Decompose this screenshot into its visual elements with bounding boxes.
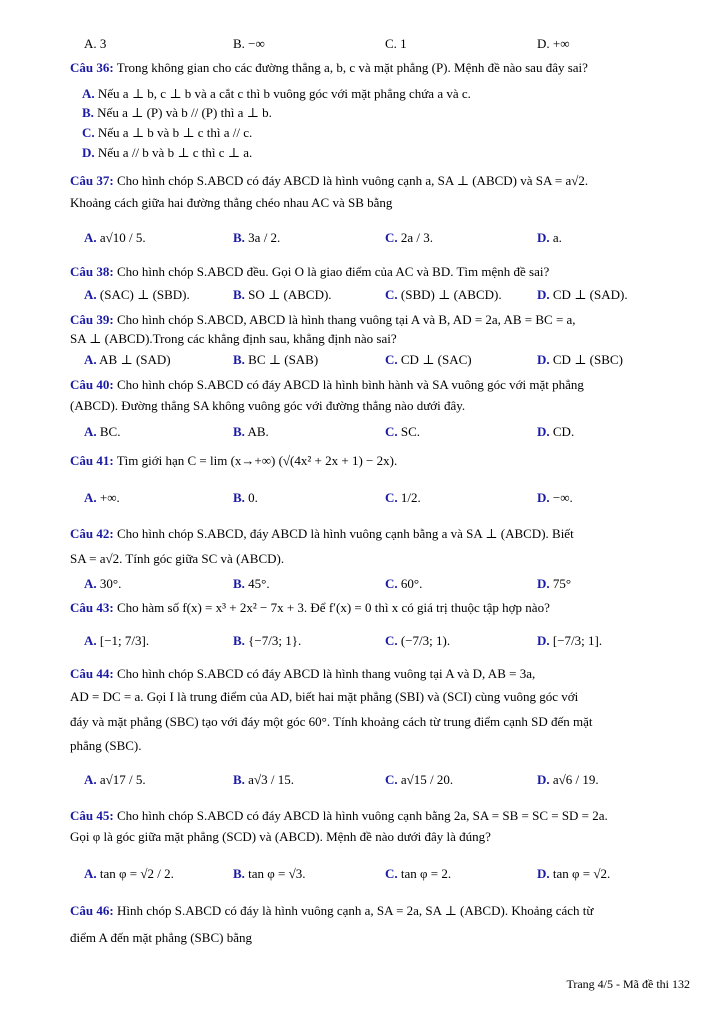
question-38-option-b-label: B. [233,287,245,302]
page-footer: Trang 4/5 - Mã đề thi 132 [566,977,690,991]
question-36-option-a-label: A. [82,86,95,101]
question-37-option-d-label: D. [537,230,550,245]
question-45-option-c[interactable] [385,866,451,882]
question-label: Câu 40: [70,377,114,392]
question-text: Cho hình chóp S.ABCD có đáy ABCD là hình vuông cạnh bằng 2a, SA = SB = SC = SD = 2a. [116,808,608,823]
question-40-option-b[interactable] [233,424,269,440]
question-39-option-b-label: B. [233,352,245,367]
question-41-option-a-text: +∞. [96,490,120,505]
question-41-option-c[interactable] [385,490,421,506]
question-41-option-d[interactable] [537,490,573,506]
question-45-option-b[interactable] [233,866,306,882]
question-42-option-b[interactable] [233,576,270,592]
question-42-option-d[interactable] [537,576,571,592]
question-label: Câu 36: [70,60,114,75]
question-42-stem-line [70,526,688,542]
question-39-option-c-label: C. [385,352,398,367]
question-39-option-b[interactable] [233,352,318,368]
question-39-option-c-text: CD ⊥ (SAC) [397,352,472,367]
question-39-option-d[interactable] [537,352,623,368]
question-36-option-a[interactable] [82,86,471,102]
question-44-option-c-label: C. [385,772,398,787]
question-text: AD = DC = a. Gọi I là trung điểm của AD, biết hai mặt phẳng (SBI) và (SCI) cùng vuông góc với [70,689,579,704]
question-37-option-c-label: C. [385,230,398,245]
question-38-stem-line [70,264,688,280]
question-40-stem-line [70,377,688,393]
question-38-option-d[interactable] [537,287,628,303]
question-label: Câu 43: [70,600,114,615]
top-option-1[interactable]: B. −∞ [233,36,265,51]
question-40-option-d[interactable] [537,424,574,440]
question-42-option-c-text: 60°. [397,576,423,591]
question-45-stem-line [70,808,688,824]
question-37-option-d-text: a. [549,230,562,245]
question-40-option-a-label: A. [84,424,97,439]
question-38-option-c-label: C. [385,287,398,302]
question-39-stem-line [70,312,688,328]
question-36-option-b-label: B. [82,105,94,120]
question-37-option-b-label: B. [233,230,245,245]
question-39-stem-line [70,331,688,347]
question-45-option-c-text: tan φ = 2. [397,866,452,881]
question-36-option-c[interactable] [82,125,252,141]
question-44-option-c-text: a√15 / 20. [397,772,454,787]
question-41-option-d-label: D. [537,490,550,505]
question-39-option-d-text: CD ⊥ (SBC) [549,352,623,367]
question-45-option-d[interactable] [537,866,610,882]
question-43-option-a[interactable] [84,633,149,649]
top-option-0[interactable]: A. 3 [84,36,107,51]
question-40-option-a-text: BC. [96,424,121,439]
question-39-option-a-label: A. [84,352,97,367]
question-37-option-d[interactable] [537,230,562,246]
question-37-option-a-text: a√10 / 5. [96,230,146,245]
question-text: điểm A đến mặt phẳng (SBC) bằng [70,930,252,945]
question-label: Câu 38: [70,264,114,279]
question-text: Cho hàm số f(x) = x³ + 2x² − 7x + 3. Để f′(x) = 0 thì x có giá trị thuộc tập hợp nào? [116,600,550,615]
question-44-option-d-text: a√6 / 19. [549,772,599,787]
question-43-option-b-label: B. [233,633,245,648]
question-41-option-c-label: C. [385,490,398,505]
question-45-option-d-text: tan φ = √2. [549,866,611,881]
question-40-option-c-label: C. [385,424,398,439]
question-text: Cho hình chóp S.ABCD có đáy ABCD là hình bình hành và SA vuông góc với mặt phẳng [116,377,584,392]
question-40-option-d-label: D. [537,424,550,439]
question-text: (ABCD). Đường thẳng SA không vuông góc với đường thẳng nào dưới đây. [70,398,466,413]
question-text: Cho hình chóp S.ABCD có đáy ABCD là hình thang vuông tại A và D, AB = 3a, [116,666,536,681]
question-41-option-b[interactable] [233,490,258,506]
question-text: Khoảng cách giữa hai đường thẳng chéo nhau AC và SB bằng [70,195,393,210]
question-40-option-b-text: AB. [244,424,269,439]
question-37-option-c[interactable] [385,230,433,246]
question-44-option-b[interactable] [233,772,294,788]
question-37-option-b-text: 3a / 2. [244,230,281,245]
question-39-option-a[interactable] [84,352,171,368]
question-43-option-b[interactable] [233,633,301,649]
question-36-option-b-text: Nếu a ⊥ (P) và b // (P) thì a ⊥ b. [93,105,272,120]
top-option-2[interactable]: C. 1 [385,36,407,51]
question-38-option-c[interactable] [385,287,502,303]
question-36-option-c-label: C. [82,125,95,140]
question-41-option-b-text: 0. [244,490,258,505]
question-43-option-c-label: C. [385,633,398,648]
question-text: Cho hình chóp S.ABCD, đáy ABCD là hình vuông cạnh bằng a và SA ⊥ (ABCD). Biết [116,526,574,541]
question-37-option-b[interactable] [233,230,280,246]
question-38-option-d-label: D. [537,287,550,302]
question-43-option-a-text: [−1; 7/3]. [96,633,150,648]
question-45-option-a[interactable] [84,866,174,882]
question-38-option-a[interactable] [84,287,190,303]
question-43-option-b-text: {−7/3; 1}. [244,633,302,648]
question-text: Hình chóp S.ABCD có đáy là hình vuông cạnh a, SA = 2a, SA ⊥ (ABCD). Khoảng cách từ [116,903,594,918]
question-44-option-b-label: B. [233,772,245,787]
question-44-option-d-label: D. [537,772,550,787]
question-44-stem-line [70,714,688,730]
question-43-option-c[interactable] [385,633,450,649]
question-38-option-c-text: (SBD) ⊥ (ABCD). [397,287,502,302]
question-36-option-d-label: D. [82,145,95,160]
question-37-option-a-label: A. [84,230,97,245]
question-41-option-d-text: −∞. [549,490,573,505]
question-44-option-a-text: a√17 / 5. [96,772,146,787]
question-text: SA ⊥ (ABCD).Trong các khẳng định sau, khẳng định nào sai? [70,331,397,346]
question-text: Cho hình chóp S.ABCD có đáy ABCD là hình vuông cạnh a, SA ⊥ (ABCD) và SA = a√2. [116,173,589,188]
question-41-stem-line [70,453,688,469]
question-37-option-a[interactable] [84,230,146,246]
question-label: Câu 45: [70,808,114,823]
question-44-option-a[interactable] [84,772,146,788]
question-42-option-c[interactable] [385,576,422,592]
question-38-option-b-text: SO ⊥ (ABCD). [244,287,332,302]
question-45-option-a-text: tan φ = √2 / 2. [96,866,174,881]
question-44-option-b-text: a√3 / 15. [244,772,294,787]
question-36-option-a-text: Nếu a ⊥ b, c ⊥ b và a cắt c thì b vuông góc với mặt phẳng chứa a và c. [94,86,471,101]
question-text: phẳng (SBC). [70,738,142,753]
question-45-option-d-label: D. [537,866,550,881]
question-41-option-a-label: A. [84,490,97,505]
question-44-option-a-label: A. [84,772,97,787]
question-36-option-d[interactable] [82,145,252,161]
question-38-option-b[interactable] [233,287,332,303]
question-43-option-a-label: A. [84,633,97,648]
question-39-option-a-text: AB ⊥ (SAD) [96,352,171,367]
question-label: Câu 44: [70,666,114,681]
question-label: Câu 39: [70,312,114,327]
question-36-option-c-text: Nếu a ⊥ b và b ⊥ c thì a // c. [94,125,253,140]
question-44-option-c[interactable] [385,772,453,788]
question-42-option-a-label: A. [84,576,97,591]
question-36-option-d-text: Nếu a // b và b ⊥ c thì c ⊥ a. [94,145,253,160]
question-41-option-c-text: 1/2. [397,490,421,505]
question-43-option-d-label: D. [537,633,550,648]
question-42-stem-line [70,551,688,567]
question-36-stem-line [70,60,688,76]
question-label: Câu 46: [70,903,114,918]
question-40-option-c-text: SC. [397,424,421,439]
question-text: Cho hình chóp S.ABCD, ABCD là hình thang vuông tại A và B, AD = 2a, AB = BC = a, [116,312,576,327]
question-44-option-d[interactable] [537,772,599,788]
question-37-option-c-text: 2a / 3. [397,230,434,245]
question-42-option-a[interactable] [84,576,121,592]
question-42-option-d-text: 75° [549,576,572,591]
question-41-option-b-label: B. [233,490,245,505]
question-text: Gọi φ là góc giữa mặt phẳng (SCD) và (ABCD). Mệnh đề nào dưới đây là đúng? [70,829,491,844]
question-45-stem-line [70,829,688,845]
question-36-option-b[interactable] [82,105,272,121]
question-40-stem-line [70,398,688,414]
question-40-option-c[interactable] [385,424,420,440]
question-text: Tìm giới hạn C = lim (x→+∞) (√(4x² + 2x + 1) − 2x). [116,453,398,468]
question-text: đáy và mặt phẳng (SBC) tạo với đáy một góc 60°. Tính khoảng cách từ trung điểm cạnh SD đến mặt [70,714,593,729]
question-text: SA = a√2. Tính góc giữa SC và (ABCD). [70,551,285,566]
question-45-option-a-label: A. [84,866,97,881]
question-40-option-a[interactable] [84,424,120,440]
question-38-option-a-label: A. [84,287,97,302]
top-option-3[interactable]: D. +∞ [537,36,570,51]
question-40-option-b-label: B. [233,424,245,439]
question-45-option-c-label: C. [385,866,398,881]
question-label: Câu 42: [70,526,114,541]
question-43-stem-line [70,600,688,616]
question-42-option-b-label: B. [233,576,245,591]
question-39-option-c[interactable] [385,352,472,368]
question-39-option-b-text: BC ⊥ (SAB) [244,352,319,367]
question-43-option-d-text: [−7/3; 1]. [549,633,603,648]
question-41-option-a[interactable] [84,490,120,506]
question-43-option-c-text: (−7/3; 1). [397,633,451,648]
question-38-option-a-text: (SAC) ⊥ (SBD). [96,287,190,302]
question-42-option-d-label: D. [537,576,550,591]
question-42-option-c-label: C. [385,576,398,591]
question-39-option-d-label: D. [537,352,550,367]
question-46-stem-line [70,930,688,946]
question-44-stem-line [70,689,688,705]
question-37-stem-line [70,195,688,211]
question-45-option-b-label: B. [233,866,245,881]
question-42-option-a-text: 30°. [96,576,122,591]
question-38-option-d-text: CD ⊥ (SAD). [549,287,628,302]
question-40-option-d-text: CD. [549,424,575,439]
question-44-stem-line [70,738,688,754]
question-42-option-b-text: 45°. [244,576,270,591]
question-text: Cho hình chóp S.ABCD đều. Gọi O là giao điểm của AC và BD. Tìm mệnh đề sai? [116,264,550,279]
question-45-option-b-text: tan φ = √3. [244,866,306,881]
question-label: Câu 37: [70,173,114,188]
question-46-stem-line [70,903,688,919]
question-37-stem-line [70,173,688,189]
question-43-option-d[interactable] [537,633,602,649]
question-label: Câu 41: [70,453,114,468]
question-text: Trong không gian cho các đường thẳng a, b, c và mặt phẳng (P). Mệnh đề nào sau đây sai? [116,60,588,75]
question-44-stem-line [70,666,688,682]
